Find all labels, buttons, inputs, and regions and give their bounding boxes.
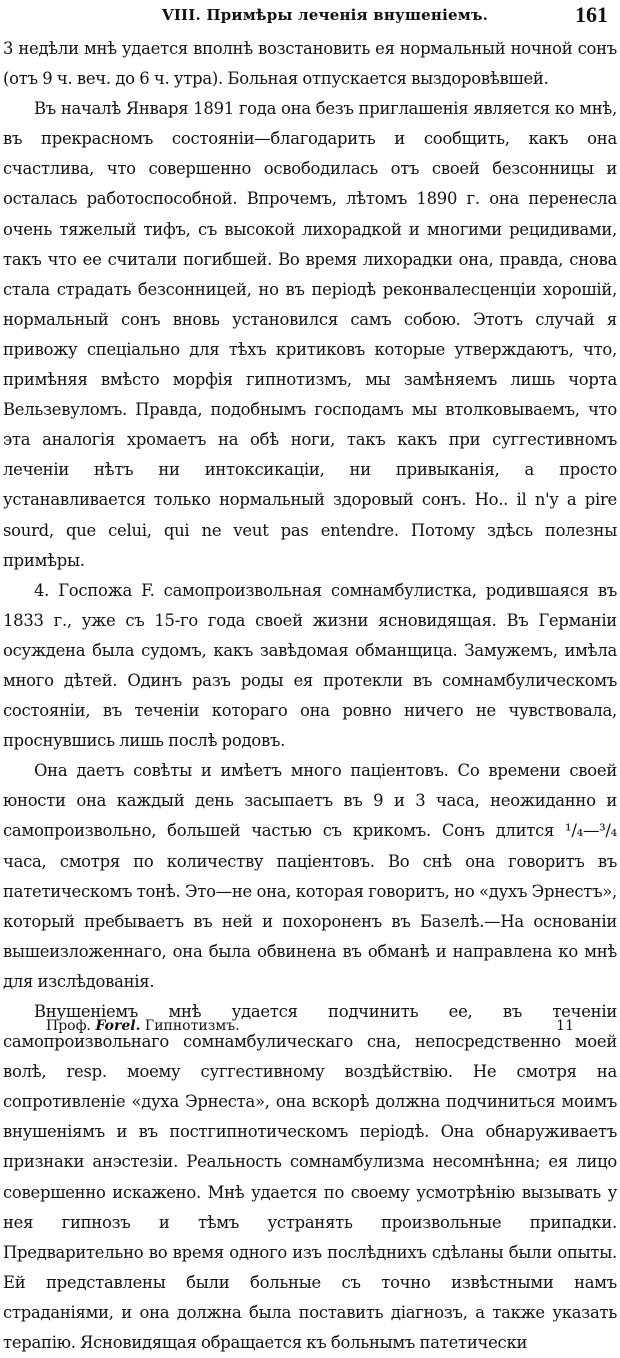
body-text [3,34,617,1358]
paragraph-case-4: 4. Госпожа F. самопроизвольная сомнамбулистка, родившаяся въ 1833 г., уже съ 15-го года своей жизни ясновидящая. Въ Германіи осуждена была судомъ, какъ завѣдомая обманщица. Замужемъ, имѣла много дѣтей. Одинъ разъ роды ея протекли въ сомнамбулическомъ состояніи, въ теченіи котораго она ровно ничего не чувствовала, проснувшись лишь послѣ родовъ. [3,580,617,751]
paragraph-continuation: 3 недѣли мнѣ удается вполнѣ возстановить ея нормальный ночной сонъ (отъ 9 ч. веч. до 6 ч. утра). Больная отпускается выздоровѣвшей. [3,39,617,89]
signature-number: 11 [556,1018,574,1034]
page-footer [0,1014,620,1040]
paragraph: Она даетъ совѣты и имѣетъ много паціентовъ. Со времени своей юности она каждый день засыпаетъ въ 9 и 3 часа, неожиданно и самопроизвольно, большей частью съ крикомъ. Сонъ длится ¹/₄—³/₄ часа, смотря по количеству паціентовъ. Во снѣ она говоритъ въ патетическомъ тонѣ. Это—не она, которая говоритъ, но «духъ Эрнестъ», который пребываетъ въ ней и похороненъ въ Базелѣ.—На основаніи вышеизложеннаго, она была обвинена въ обманѣ и направлена ко мнѣ для изслѣдованія. [3,761,617,991]
page-number: 161 [575,2,608,27]
paragraph: Въ началѣ Января 1891 года она безъ приглашенія является ко мнѣ, въ прекрасномъ состояніи—благодарить и сообщить, какъ она счастлива, что совершенно освободилась отъ своей безсонницы и осталась работоспособной. Впрочемъ, лѣтомъ 1890 г. она перенесла очень тяжелый тифъ, съ высокой лихорадкой и многими рецидивами, такъ что ее считали погибшей. Во время лихорадки она, правда, снова стала страдать безсонницей, но въ періодѣ реконвалесценціи хорошій, нормальный сонъ вновь установился самъ собою. Этотъ случай я привожу спеціально для тѣхъ критиковъ которые утверждаютъ, что, примѣняя вмѣсто морфія гипнотизмъ, мы замѣняемъ лишь чорта Вельзевуломъ. Правда, подобнымъ господамъ мы втолковываемъ, что эта аналогія хромаетъ на обѣ ноги, такъ какъ при суггестивномъ леченіи нѣтъ ни интоксикаціи, ни привыканія, а просто устанавливается только нормальный здоровый сонъ. Но.. il n'y a pire sourd, que celui, qui ne veut pas entendre. Потому здѣсь полезны примѣры. [3,99,617,570]
signature-line [46,1018,240,1034]
paragraph: Внушеніемъ мнѣ удается подчинить ее, въ теченіи самопроизвольнаго сомнамбулическаго сна, непосредственно моей волѣ, resp. моему суггестивному воздѣйствію. Не смотря на сопротивленіе «духа Эрнеста», она вскорѣ должна подчиниться моимъ внушеніямъ и въ постгипнотическомъ періодѣ. Она обнаруживаетъ признаки анэстезіи. Реальность сомнамбулизма несомнѣнна; ея лицо совершенно искажено. Мнѣ удается по своему усмотрѣнію вызывать у нея гипнозъ и тѣмъ устранять произвольные припадки. Предварительно во время одного изъ послѣднихъ сдѣланы были опыты. Ей представлены были больные съ точно извѣстными намъ страданіями, и она должна была поставить діагнозъ, а также указать терапію. Ясновидящая обращается къ больнымъ патетически [3,1002,617,1353]
signature-author: Forel. [95,1018,141,1034]
signature-prefix: Проф. [46,1018,92,1034]
signature-title: Гипнотизмъ. [144,1018,240,1034]
page-header [0,2,620,36]
running-head: VIII. Примѣры леченія внушеніемъ. [162,6,489,24]
